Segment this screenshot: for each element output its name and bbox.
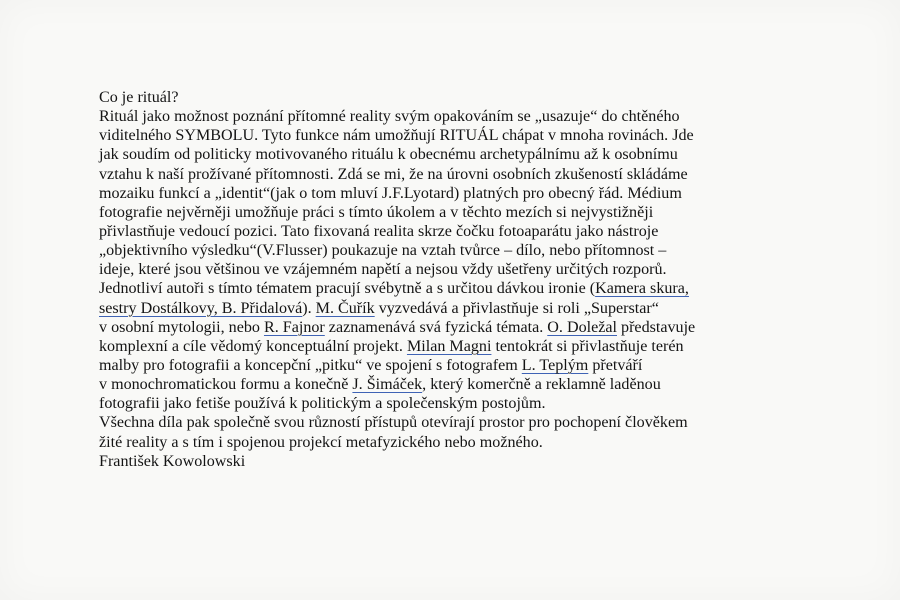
text-segment: jak soudím od politicky motivovaného rituálu k obecnému archetypálnímu až k osobnímu	[99, 146, 678, 164]
underlined-name: L. Teplým	[521, 356, 589, 374]
text-segment: František Kowolowski	[99, 452, 246, 470]
text-segment: ideje, které jsou většinou ve vzájemném napětí a nejsou vždy ušetřeny určitých rozporů.	[99, 261, 667, 279]
text-line	[99, 433, 799, 452]
text-line	[99, 394, 799, 413]
text-line	[99, 413, 799, 432]
text-line	[99, 145, 799, 164]
text-segment: fotografii jako fetiše používá k politickým a společenským postojům.	[99, 395, 546, 413]
underlined-name: J. Šimáček	[352, 376, 423, 394]
text-segment: přivlastňuje vedoucí pozici. Tato fixovaná realita skrze čočku fotoaparátu jako nástroje	[99, 222, 659, 240]
text-line	[99, 126, 799, 145]
text-segment: zaznamenává svá fyzická témata.	[324, 318, 548, 336]
text-segment: komplexní a cíle vědomý konceptuální projekt.	[99, 337, 407, 355]
underlined-name: M. Čuřík	[315, 299, 375, 317]
text-segment: přetváří	[588, 356, 643, 374]
underlined-name: sestry Dostálkovy, B. Přidalová	[99, 299, 303, 317]
underlined-name: R. Fajnor	[263, 318, 325, 336]
text-line	[99, 241, 799, 260]
text-segment: , který komerčně a reklamně laděnou	[422, 376, 661, 394]
underlined-name: Kamera skura,	[595, 280, 689, 298]
document-body	[99, 88, 799, 471]
text-segment: fotografie nejvěrněji umožňuje práci s tímto úkolem a v těchto mezích si nejvystižněji	[99, 203, 654, 221]
text-line	[99, 260, 799, 279]
text-line	[99, 184, 799, 203]
text-segment: ).	[302, 299, 316, 317]
text-line	[99, 203, 799, 222]
text-line	[99, 375, 799, 394]
text-line	[99, 107, 799, 126]
signature-line	[99, 452, 799, 471]
text-line	[99, 318, 799, 337]
text-segment: v osobní mytologii, nebo	[99, 318, 264, 336]
heading-line	[99, 88, 799, 107]
text-segment: viditelného SYMBOLU. Tyto funkce nám umožňují RITUÁL chápat v mnoha rovinách. Jde	[99, 127, 694, 145]
underlined-name: Milan Magni	[406, 337, 492, 355]
text-segment: tentokrát si přivlastňuje terén	[491, 337, 684, 355]
text-line	[99, 356, 799, 375]
text-line	[99, 299, 799, 318]
text-segment: Jednotliví autoři s tímto tématem pracují svébytně a s určitou dávkou ironie (	[99, 280, 596, 298]
text-segment: Co je rituál?	[99, 89, 179, 106]
text-segment: v monochromatickou formu a konečně	[99, 376, 353, 394]
text-line	[99, 279, 799, 298]
text-segment: představuje	[617, 318, 696, 336]
text-segment: Všechna díla pak společně svou růzností přístupů otevírají prostor pro pochopení člověkem	[99, 414, 688, 432]
text-segment: malby pro fotografii a koncepční „pitku“ ve spojení s fotografem	[99, 356, 522, 374]
text-segment: Rituál jako možnost poznání přítomné reality svým opakováním se „usazuje“ do chtěného	[99, 108, 680, 126]
text-segment: „objektivního výsledku“(V.Flusser) poukazuje na vztah tvůrce – dílo, nebo přítomnost –	[99, 242, 667, 260]
text-line	[99, 222, 799, 241]
text-line	[99, 165, 799, 184]
text-line	[99, 337, 799, 356]
underlined-name: O. Doležal	[547, 318, 617, 336]
text-segment: vztahu k naší prožívané přítomnosti. Zdá se mi, že na úrovni osobních zkušeností skládáme	[99, 165, 688, 183]
text-segment: vyzvedává a přivlastňuje si roli „Superstar“	[374, 299, 659, 317]
text-segment: žité reality a s tím i spojenou projekcí metafyzického nebo možného.	[99, 433, 543, 451]
text-segment: mozaiku funkcí a „identit“(jak o tom mluví J.F.Lyotard) platných pro obecný řád. Médium	[99, 184, 682, 202]
